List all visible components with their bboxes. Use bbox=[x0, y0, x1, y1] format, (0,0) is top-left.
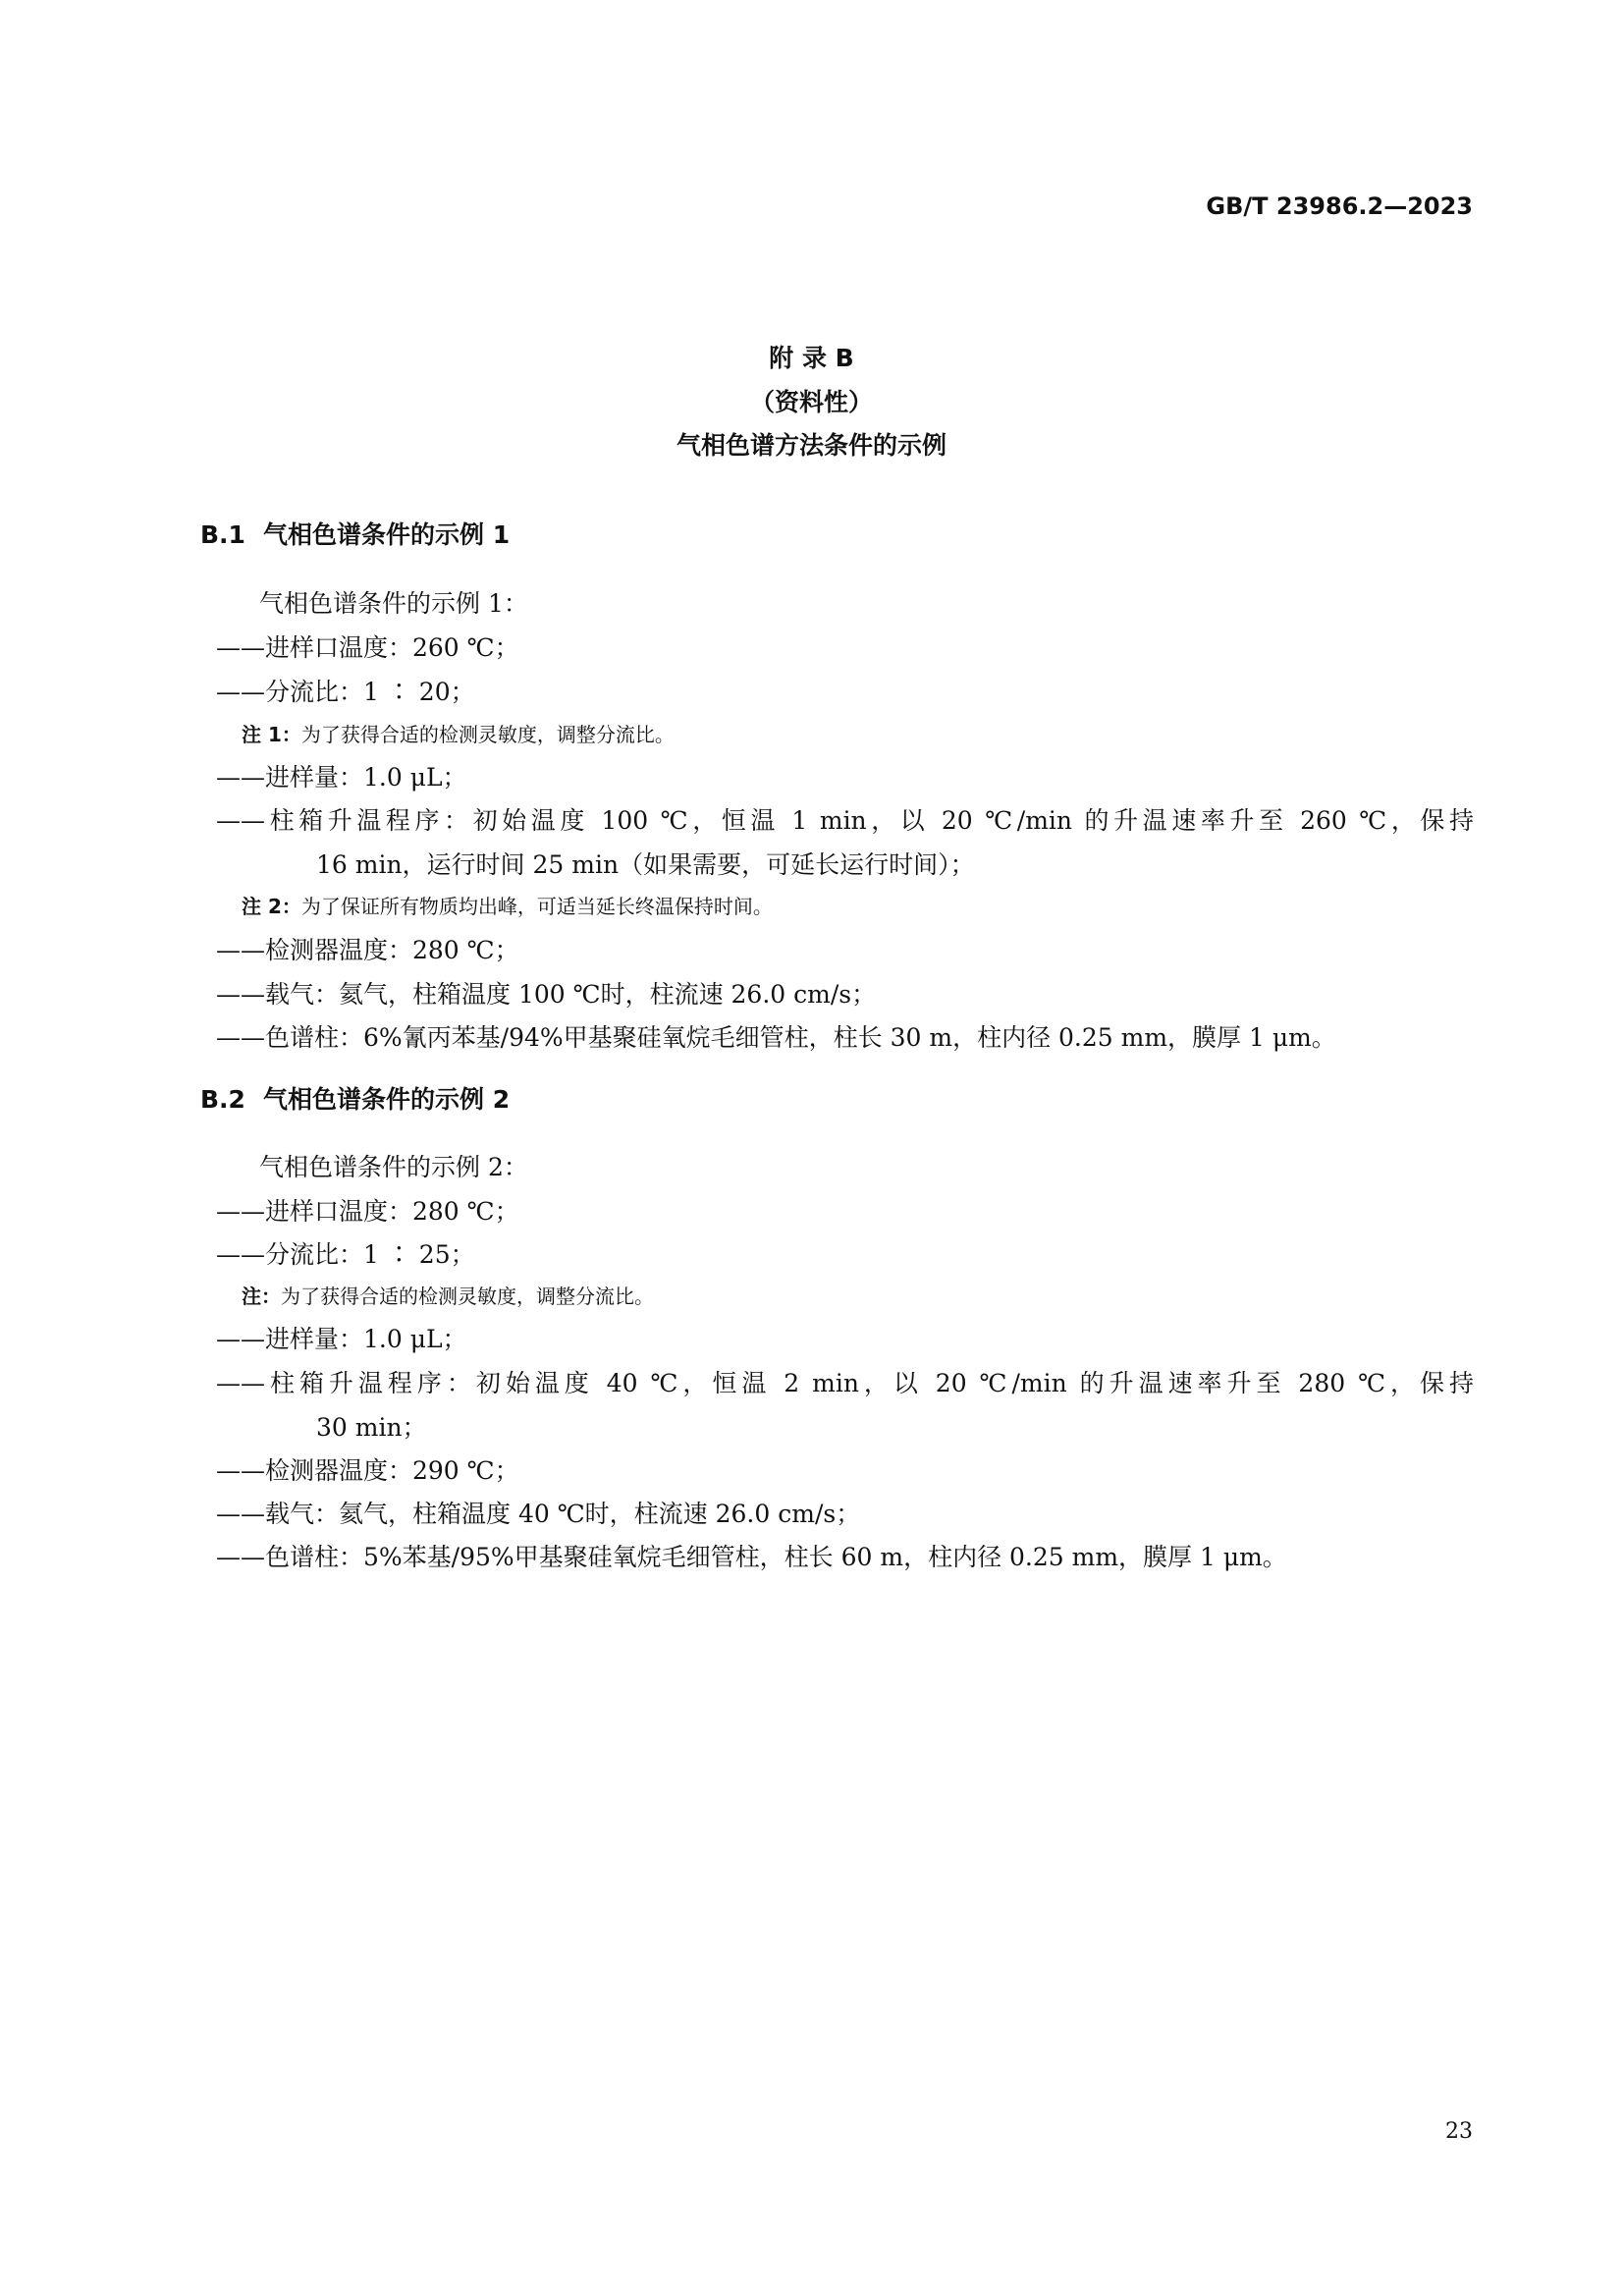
note-text: 为了获得合适的检测灵敏度，调整分流比。 bbox=[300, 723, 675, 746]
annex-heading: 气相色谱方法条件的示例 bbox=[676, 431, 947, 460]
note bbox=[242, 1281, 654, 1309]
list-item: ——色谱柱：6%氰丙苯基/94%甲基聚硅氧烷毛细管柱，柱长 30 m，柱内径 0.25 mm，膜厚 1 μm。 bbox=[216, 1023, 1336, 1052]
note bbox=[242, 719, 675, 747]
list-item: ——检测器温度：280 ℃； bbox=[216, 936, 519, 964]
note-text: 为了保证所有物质均出峰，可适当延长终温保持时间。 bbox=[300, 895, 773, 918]
page-number: 23 bbox=[1445, 2119, 1473, 2144]
section-intro: 气相色谱条件的示例 1： bbox=[259, 589, 528, 618]
list-item-continuation: 16 min，运行时间 25 min（如果需要，可延长运行时间）； bbox=[316, 850, 975, 879]
list-item-continuation: 30 min； bbox=[316, 1413, 427, 1442]
section-title: 气相色谱条件的示例 1 bbox=[263, 520, 511, 549]
note bbox=[242, 891, 773, 919]
list-item: ——分流比：1 ∶ 20； bbox=[216, 678, 475, 706]
list-item: ——检测器温度：290 ℃； bbox=[216, 1456, 519, 1485]
section-intro: 气相色谱条件的示例 2： bbox=[259, 1153, 528, 1181]
list-item: ——进样量：1.0 μL； bbox=[216, 763, 467, 792]
note-label: 注： bbox=[242, 1285, 281, 1308]
list-item: ——分流比：1 ∶ 25； bbox=[216, 1240, 475, 1269]
list-item: ——载气：氦气，柱箱温度 100 ℃时，柱流速 26.0 cm/s； bbox=[216, 980, 877, 1009]
note-label: 注 2： bbox=[242, 895, 301, 918]
section-number: B.1 bbox=[200, 520, 245, 549]
section-heading bbox=[200, 516, 510, 551]
section-heading bbox=[200, 1080, 510, 1116]
list-item: ——进样量：1.0 μL； bbox=[216, 1325, 467, 1353]
list-item: ——柱箱升温程序：初始温度 40 ℃，恒温 2 min，以 20 ℃/min 的升温速率升至 280 ℃，保持 bbox=[216, 1369, 1474, 1397]
annex-title: 附 录 B bbox=[769, 344, 854, 372]
list-item: ——进样口温度：260 ℃； bbox=[216, 633, 519, 662]
note-label: 注 1： bbox=[242, 723, 301, 746]
section-title: 气相色谱条件的示例 2 bbox=[263, 1085, 511, 1114]
section-number: B.2 bbox=[200, 1085, 245, 1114]
list-item: ——进样口温度：280 ℃； bbox=[216, 1197, 519, 1226]
note-text: 为了获得合适的检测灵敏度，调整分流比。 bbox=[281, 1285, 654, 1308]
standard-number: GB/T 23986.2—2023 bbox=[1206, 192, 1473, 220]
list-item: ——色谱柱：5%苯基/95%甲基聚硅氧烷毛细管柱，柱长 60 m，柱内径 0.25 mm，膜厚 1 μm。 bbox=[216, 1543, 1287, 1571]
annex-type: （资料性） bbox=[749, 388, 873, 416]
list-item: ——柱箱升温程序：初始温度 100 ℃，恒温 1 min，以 20 ℃/min 的升温速率升至 260 ℃，保持 bbox=[216, 806, 1474, 835]
list-item: ——载气：氦气，柱箱温度 40 ℃时，柱流速 26.0 cm/s； bbox=[216, 1500, 861, 1528]
